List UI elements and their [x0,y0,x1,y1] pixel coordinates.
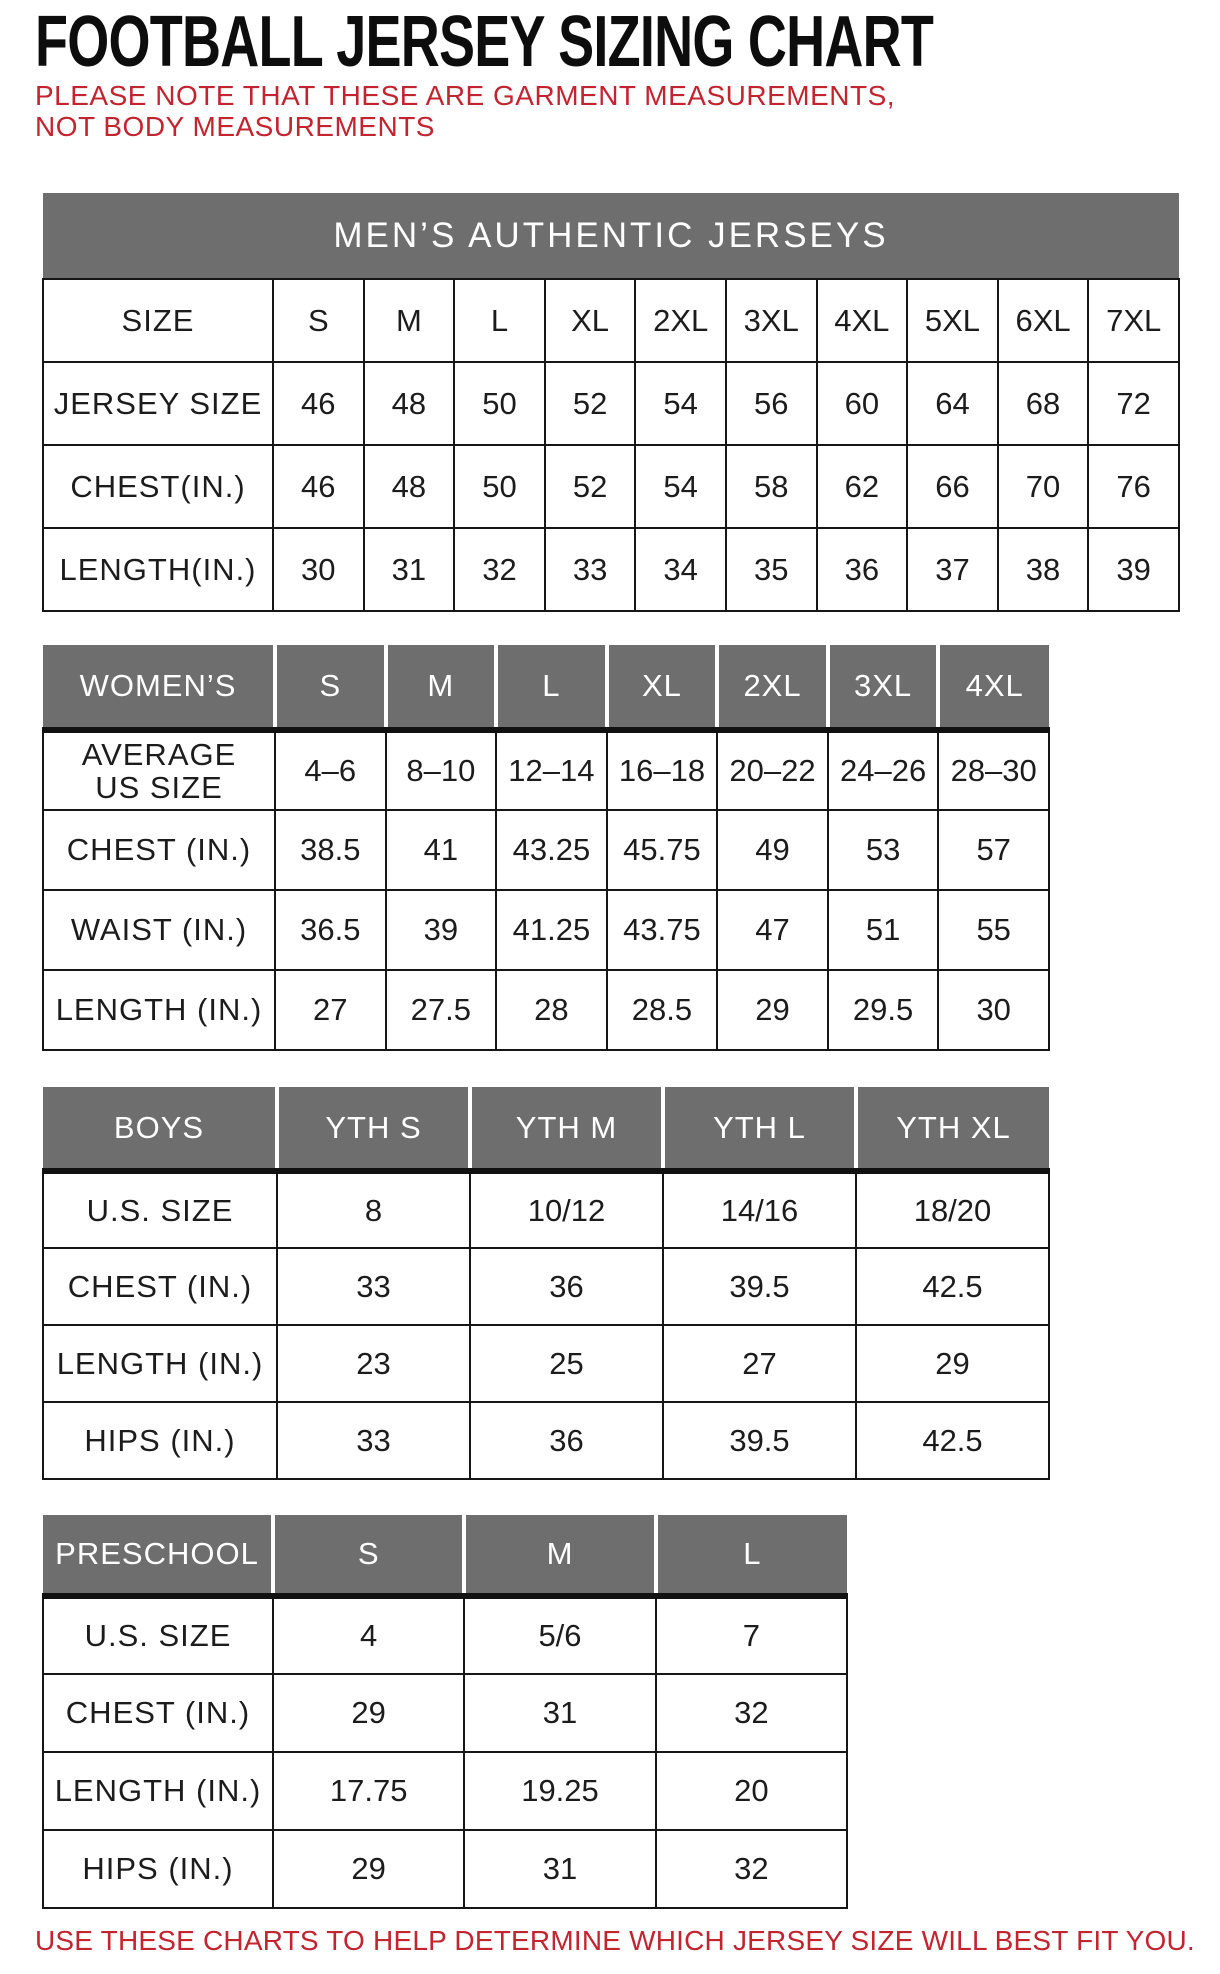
size-value-cell: 30 [938,970,1049,1050]
size-value-cell: 36.5 [275,890,386,970]
size-value-cell: 5XL [907,279,998,362]
preschool-sizing-table [42,1515,848,1909]
table-row [43,1830,847,1908]
row-label: U.S. SIZE [43,1596,273,1674]
size-value-cell: 36 [470,1402,663,1479]
size-value-cell: 10/12 [470,1171,663,1248]
row-label: LENGTH (IN.) [43,1325,277,1402]
size-value-cell: 58 [726,445,817,528]
size-value-cell: 7XL [1088,279,1179,362]
boys-sizing-table [42,1087,1050,1480]
table-row [43,528,1179,611]
table-row [43,810,1049,890]
row-label: U.S. SIZE [43,1171,277,1248]
column-header: 2XL [717,645,828,730]
size-value-cell: 28–30 [938,730,1049,810]
column-header: M [386,645,497,730]
size-value-cell: 56 [726,362,817,445]
size-value-cell: 17.75 [273,1752,464,1830]
table-row [43,1402,1049,1479]
size-value-cell: 5/6 [464,1596,655,1674]
table-row [43,1596,847,1674]
table-banner: MEN’S AUTHENTIC JERSEYS [43,193,1179,279]
table-row [43,890,1049,970]
size-value-cell: 35 [726,528,817,611]
size-value-cell: 29 [856,1325,1049,1402]
size-value-cell: 37 [907,528,998,611]
size-value-cell: 29 [273,1674,464,1752]
column-header: S [273,1515,464,1596]
size-value-cell: 31 [464,1830,655,1908]
size-value-cell: 24–26 [828,730,939,810]
table-title-cell: PRESCHOOL [43,1515,273,1596]
size-value-cell: 52 [545,362,636,445]
row-label: WAIST (IN.) [43,890,275,970]
size-value-cell: 16–18 [607,730,718,810]
size-value-cell: 70 [998,445,1089,528]
size-value-cell: 28 [496,970,607,1050]
size-value-cell: 47 [717,890,828,970]
size-value-cell: 76 [1088,445,1179,528]
column-header: L [496,645,607,730]
size-value-cell: 43.75 [607,890,718,970]
size-value-cell: 38.5 [275,810,386,890]
size-value-cell: 6XL [998,279,1089,362]
size-value-cell: 52 [545,445,636,528]
garment-measurement-note: PLEASE NOTE THAT THESE ARE GARMENT MEASUREMENTS, NOT BODY MEASUREMENTS [35,80,896,142]
size-value-cell: 48 [364,445,455,528]
size-value-cell: 50 [454,362,545,445]
size-value-cell: 42.5 [856,1402,1049,1479]
table-row [43,362,1179,445]
size-value-cell: 62 [817,445,908,528]
row-label: CHEST (IN.) [43,1248,277,1325]
size-value-cell: 50 [454,445,545,528]
column-header: YTH XL [856,1087,1049,1171]
size-value-cell: 53 [828,810,939,890]
size-value-cell: 39.5 [663,1248,856,1325]
size-value-cell: 45.75 [607,810,718,890]
table-row [43,445,1179,528]
table-row [43,1248,1049,1325]
size-value-cell: 64 [907,362,998,445]
row-label: CHEST (IN.) [43,810,275,890]
size-value-cell: 66 [907,445,998,528]
size-value-cell: 46 [273,362,364,445]
size-value-cell: 32 [656,1674,847,1752]
size-value-cell: 23 [277,1325,470,1402]
size-value-cell: 41 [386,810,497,890]
column-header: 3XL [828,645,939,730]
size-value-cell: M [364,279,455,362]
size-value-cell: 20 [656,1752,847,1830]
page-title: FOOTBALL JERSEY SIZING CHART [35,2,934,82]
size-value-cell: 42.5 [856,1248,1049,1325]
column-header: YTH M [470,1087,663,1171]
size-value-cell: 28.5 [607,970,718,1050]
size-value-cell: 27 [663,1325,856,1402]
size-value-cell: 41.25 [496,890,607,970]
size-value-cell: 33 [277,1248,470,1325]
size-value-cell: 8–10 [386,730,497,810]
size-value-cell: 25 [470,1325,663,1402]
column-header: L [656,1515,847,1596]
size-value-cell: 3XL [726,279,817,362]
row-label: LENGTH(IN.) [43,528,273,611]
table-row [43,279,1179,362]
mens-authentic-jerseys-table [42,193,1180,612]
row-label: SIZE [43,279,273,362]
size-value-cell: 8 [277,1171,470,1248]
row-label: CHEST (IN.) [43,1674,273,1752]
size-value-cell: 7 [656,1596,847,1674]
table-row [43,1752,847,1830]
size-value-cell: 38 [998,528,1089,611]
column-header: XL [607,645,718,730]
size-value-cell: S [273,279,364,362]
size-value-cell: 4XL [817,279,908,362]
size-value-cell: 39 [386,890,497,970]
size-value-cell: 54 [635,445,726,528]
size-value-cell: 55 [938,890,1049,970]
size-value-cell: 29 [717,970,828,1050]
womens-sizing-table [42,645,1050,1051]
row-label: LENGTH (IN.) [43,1752,273,1830]
size-value-cell: 36 [470,1248,663,1325]
size-value-cell: 51 [828,890,939,970]
size-value-cell: 33 [277,1402,470,1479]
column-header: 4XL [938,645,1049,730]
size-value-cell: 14/16 [663,1171,856,1248]
size-value-cell: 36 [817,528,908,611]
size-value-cell: 20–22 [717,730,828,810]
size-value-cell: 33 [545,528,636,611]
size-value-cell: 43.25 [496,810,607,890]
row-label: AVERAGE US SIZE [43,730,275,810]
size-value-cell: 4–6 [275,730,386,810]
row-label: HIPS (IN.) [43,1830,273,1908]
size-value-cell: 4 [273,1596,464,1674]
table-title-cell: BOYS [43,1087,277,1171]
size-value-cell: 46 [273,445,364,528]
size-value-cell: 27.5 [386,970,497,1050]
size-value-cell: 68 [998,362,1089,445]
row-label: LENGTH (IN.) [43,970,275,1050]
size-value-cell: 39 [1088,528,1179,611]
size-value-cell: 29 [273,1830,464,1908]
size-value-cell: 31 [364,528,455,611]
size-value-cell: 18/20 [856,1171,1049,1248]
size-value-cell: 12–14 [496,730,607,810]
table-row [43,1674,847,1752]
size-value-cell: 72 [1088,362,1179,445]
size-value-cell: 60 [817,362,908,445]
size-value-cell: 31 [464,1674,655,1752]
size-value-cell: 19.25 [464,1752,655,1830]
size-value-cell: 2XL [635,279,726,362]
size-value-cell: 49 [717,810,828,890]
size-value-cell: XL [545,279,636,362]
size-value-cell: 39.5 [663,1402,856,1479]
table-row [43,1325,1049,1402]
size-value-cell: 32 [454,528,545,611]
size-value-cell: 30 [273,528,364,611]
size-value-cell: 32 [656,1830,847,1908]
table-row [43,730,1049,810]
size-value-cell: L [454,279,545,362]
column-header: YTH L [663,1087,856,1171]
row-label: CHEST(IN.) [43,445,273,528]
size-value-cell: 29.5 [828,970,939,1050]
row-label: JERSEY SIZE [43,362,273,445]
table-row [43,1171,1049,1248]
table-row [43,970,1049,1050]
size-value-cell: 48 [364,362,455,445]
row-label: HIPS (IN.) [43,1402,277,1479]
table-title-cell: WOMEN’S [43,645,275,730]
fit-advice-note: USE THESE CHARTS TO HELP DETERMINE WHICH JERSEY SIZE WILL BEST FIT YOU. [35,1925,1195,1956]
size-value-cell: 34 [635,528,726,611]
column-header: M [464,1515,655,1596]
size-value-cell: 27 [275,970,386,1050]
column-header: S [275,645,386,730]
column-header: YTH S [277,1087,470,1171]
size-value-cell: 57 [938,810,1049,890]
size-value-cell: 54 [635,362,726,445]
